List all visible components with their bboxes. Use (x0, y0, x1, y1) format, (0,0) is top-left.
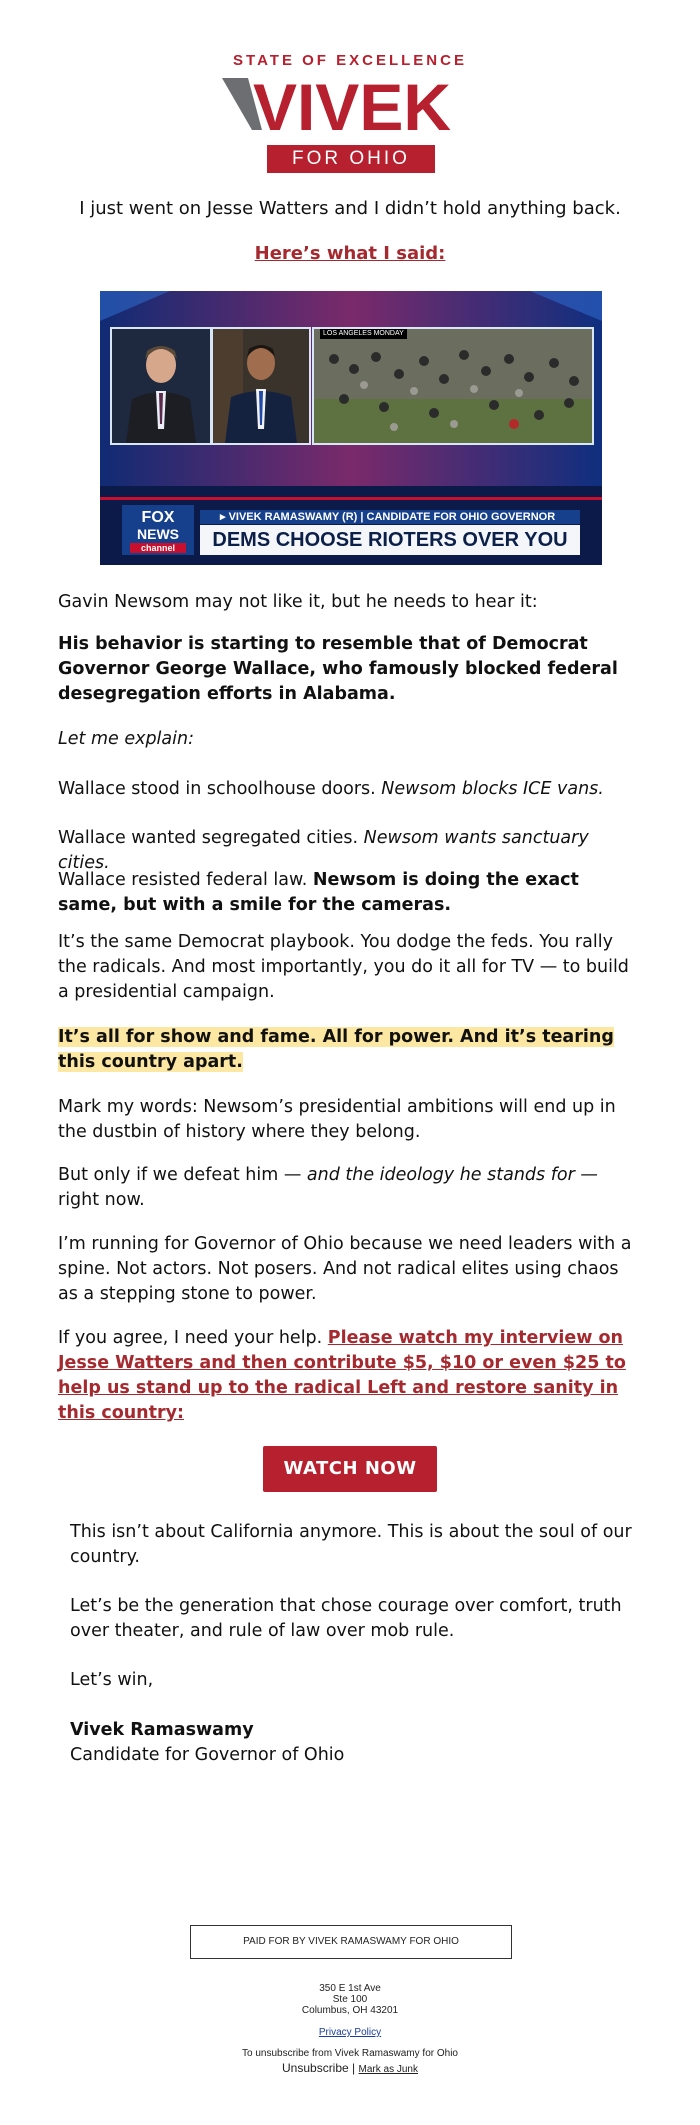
fox-logo-line1: FOX (141, 509, 175, 526)
unsubscribe-link[interactable]: Unsubscribe (282, 2061, 349, 2075)
paid-for-disclaimer: PAID FOR BY VIVEK RAMASWAMY FOR OHIO (190, 1925, 512, 1959)
signer-title: Candidate for Governor of Ohio (70, 1745, 345, 1765)
unsubscribe-row (0, 2061, 700, 2075)
crowd-footage-panel (312, 327, 594, 445)
host-panel (110, 327, 212, 445)
fox-news-logo (122, 505, 194, 555)
closing-3: Let’s win, (70, 1670, 154, 1690)
paragraph-2-bold: His behavior is starting to resemble that of Democrat Governor George Wallace, who famously blocked federal desegregation efforts in Alabama. (58, 634, 618, 704)
unsubscribe-note: To unsubscribe from Vivek Ramaswamy for Ohio (241, 2048, 458, 2059)
address-line-3: Columbus, OH 43201 (301, 2005, 399, 2016)
paragraph-12 (58, 1326, 643, 1426)
paragraph-10 (58, 1163, 643, 1213)
paragraph-3-italic: Let me explain: (58, 729, 194, 749)
paragraph-9: Mark my words: Newsom’s presidential ambitions will end up in the dustbin of history where they belong. (58, 1097, 616, 1142)
logo-for-ohio: FOR OHIO (267, 145, 435, 173)
p4-plain: Wallace stood in schoolhouse doors. (58, 779, 382, 799)
fox-logo-line2: NEWS (137, 526, 179, 542)
interview-video-thumbnail[interactable] (100, 291, 602, 565)
vivek-logo (222, 70, 482, 140)
chyron-subtitle: ▸ VIVEK RAMASWAMY (R) | CANDIDATE FOR OHIO GOVERNOR (200, 510, 580, 524)
footer-separator: | (352, 2061, 356, 2075)
mark-as-junk-link[interactable]: Mark as Junk (358, 2064, 418, 2075)
paragraph-8-highlight (58, 1025, 643, 1075)
p10-plain-b: — right now. (58, 1165, 598, 1210)
p6-plain: Wallace resisted federal law. (58, 870, 313, 890)
p5-plain: Wallace wanted segregated cities. (58, 828, 364, 848)
p4-italic: Newsom blocks ICE vans. (381, 779, 604, 799)
logo-tagline: STATE OF EXCELLENCE (233, 52, 467, 69)
privacy-policy-link[interactable]: Privacy Policy (318, 2027, 382, 2038)
logo-wordmark: VIVEK (252, 70, 452, 140)
chyron-headline: DEMS CHOOSE RIOTERS OVER YOU (200, 525, 580, 555)
p12-plain: If you agree, I need your help. (58, 1328, 328, 1348)
donate-interview-link[interactable]: Please watch my interview on Jesse Watters and then contribute $5, $10 or even $25 to help us stand up to the radical Left and restore sanity in this country: (58, 1328, 626, 1423)
closing-1: This isn’t about California anymore. This is about the soul of our country. (70, 1522, 632, 1567)
closing-2: Let’s be the generation that chose courage over comfort, truth over theater, and rule of law over mob rule. (70, 1596, 622, 1641)
paragraph-11: I’m running for Governor of Ohio because we need leaders with a spine. Not actors. Not posers. And not radical elites using chaos as a stepping stone to power. (58, 1234, 632, 1304)
highlighted-text: It’s all for show and fame. All for power. And it’s tearing this country apart. (58, 1027, 614, 1072)
p10-plain-a: But only if we defeat him — (58, 1165, 307, 1185)
heres-what-i-said-link[interactable]: Here’s what I said: (254, 243, 446, 264)
privacy-row (0, 2027, 700, 2038)
fox-logo-line3: channel (130, 543, 186, 553)
p5-italic: Newsom wants sanctuary cities. (58, 828, 589, 873)
paragraph-6 (58, 868, 643, 918)
intro-text: I just went on Jesse Watters and I didn’t hold anything back. (79, 198, 621, 219)
p10-italic: and the ideology he stands for (306, 1165, 575, 1185)
address-line-2: Ste 100 (332, 1994, 368, 2005)
p6-bold: Newsom is doing the exact same, but with a smile for the cameras. (58, 870, 579, 915)
paragraph-1: Gavin Newsom may not like it, but he needs to hear it: (58, 592, 538, 612)
signer-name: Vivek Ramaswamy (70, 1720, 254, 1740)
guest-panel (211, 327, 311, 445)
paragraph-7: It’s the same Democrat playbook. You dodge the feds. You rally the radicals. And most importantly, you do it all for TV — to build a presidential campaign. (58, 932, 629, 1002)
address-line-1: 350 E 1st Ave (319, 1983, 381, 1994)
location-tag: LOS ANGELES MONDAY (320, 329, 407, 339)
watch-now-button[interactable]: WATCH NOW (263, 1446, 437, 1492)
paragraph-4 (58, 777, 643, 802)
